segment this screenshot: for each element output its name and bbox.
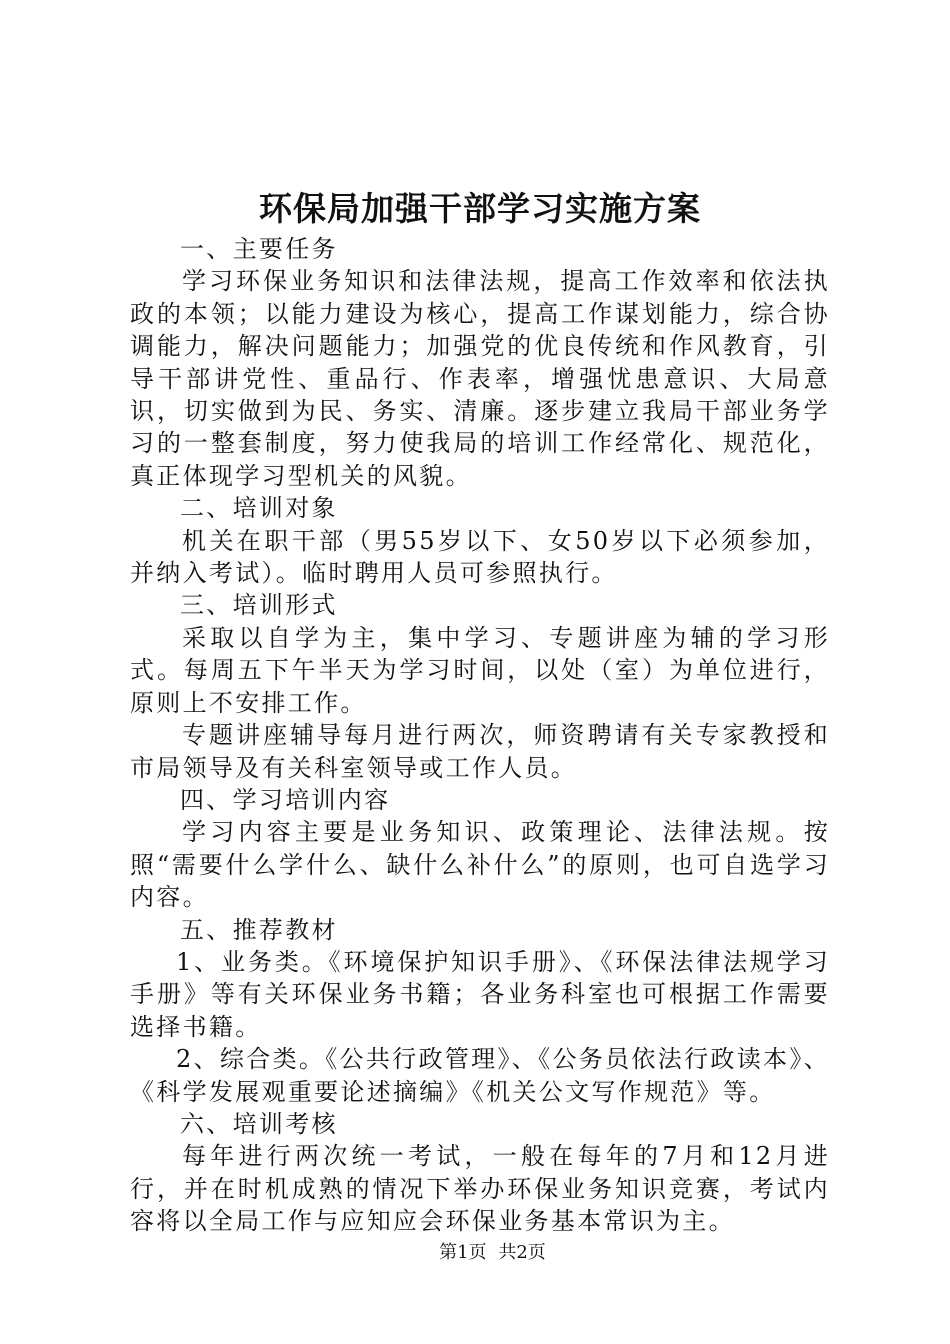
- section-heading-main-tasks: 一、主要任务: [180, 235, 338, 263]
- section-heading-training-content: 四、学习培训内容: [180, 785, 391, 814]
- page-footer: [0, 1241, 950, 1265]
- paragraph-assessment: 每年进行两次统一考试，一般在每年的7月和12月进行，并在时机成熟的情况下举办环保业务知识竞赛，考试内容将以全局工作与应知应会环保业务基本常识为主。: [130, 1142, 830, 1236]
- paragraph-training-format-2: 专题讲座辅导每月进行两次，师资聘请有关专家教授和市局领导及有关科室领导或工作人员。: [130, 721, 830, 782]
- paragraph-main-tasks: 学习环保业务知识和法律法规，提高工作效率和依法执政的本领；以能力建设为核心，提高工作谋划能力，综合协调能力，解决问题能力；加强党的优良传统和作风教育，引导干部讲党性、重品行、作表率，增强忧患意识、大局意识，切实做到为民、务实、清廉。逐步建立我局干部业务学习的一整套制度，努力使我局的培训工作经常化、规范化，真正体现学习型机关的风貌。: [130, 267, 830, 490]
- document-body: [130, 233, 830, 1238]
- section-heading-training-format: 三、培训形式: [180, 591, 338, 620]
- list-item-general-materials: 2、综合类。《公共行政管理》、《公务员依法行政读本》、《科学发展观重要论述摘编》《机关公文写作规范》等。: [130, 1045, 830, 1106]
- paragraph-training-content: 学习内容主要是业务知识、政策理论、法律法规。按照“需要什么学什么、缺什么补什么”的原则，也可自选学习内容。: [130, 818, 830, 912]
- paragraph-training-targets: 机关在职干部（男55岁以下、女50岁以下必须参加，并纳入考试）。临时聘用人员可参照执行。: [130, 526, 830, 588]
- section-heading-recommended-materials: 五、推荐教材: [180, 915, 338, 944]
- page-number-total: 共2页: [498, 1242, 546, 1263]
- list-item-business-materials: 1、业务类。《环境保护知识手册》、《环保法律法规学习手册》等有关环保业务书籍；各业务科室也可根据工作需要选择书籍。: [130, 947, 830, 1041]
- document-title: 环保局加强干部学习实施方案: [259, 189, 701, 228]
- section-heading-assessment: 六、培训考核: [180, 1109, 338, 1138]
- section-heading-training-targets: 二、培训对象: [180, 494, 338, 523]
- page-number-current: 第1页: [439, 1242, 487, 1263]
- paragraph-training-format-1: 采取以自学为主，集中学习、专题讲座为辅的学习形式。每周五下午半天为学习时间，以处（室）为单位进行，原则上不安排工作。: [130, 623, 830, 717]
